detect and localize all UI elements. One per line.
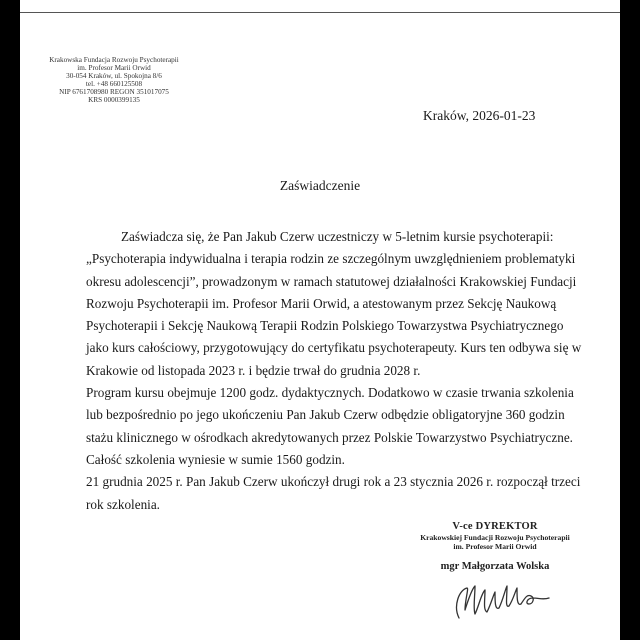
body-line: rok szkolenia.	[86, 496, 160, 512]
body-line: Krakowie od listopada 2023 r. i będzie trwał do grudnia 2028 r.	[86, 362, 421, 378]
stamp-line: tel. +48 660125508	[85, 80, 143, 89]
body-line: „Psychoterapia indywidualna i terapia rodzin ze szczególnym uwzględnieniem problematyki	[86, 251, 576, 267]
body-line: okresu adolescencji”, prowadzonym w ramach statutowej działalności Krakowskiej Fundacji	[86, 273, 577, 289]
body-line: 21 grudnia 2025 r. Pan Jakub Czerw ukończył drugi rok a 23 stycznia 2026 r. rozpoczął trzeci	[86, 474, 581, 490]
signatory-name: mgr Małgorzata Wolska	[440, 561, 550, 572]
body-line: lub bezpośrednio po jego ukończeniu Pan Jakub Czerw odbędzie obligatoryjne 360 godzin	[86, 407, 565, 423]
place-and-date: Kraków, 2026-01-23	[423, 108, 536, 123]
body-line: Rozwoju Psychoterapii im. Profesor Marii Orwid, a atestowanym przez Sekcję Naukową	[86, 295, 557, 311]
document-title: Zaświadczenie	[279, 178, 361, 193]
body-line: Całość szkolenia wyniesie w sumie 1560 godzin.	[86, 451, 345, 467]
handwritten-signature-icon	[445, 576, 575, 626]
organization-stamp	[30, 56, 198, 105]
body-line: Program kursu obejmuje 1200 godz. dydaktycznych. Dodatkowo w czasie trwania szkolenia	[86, 385, 574, 401]
body-line: stażu klinicznego w ośrodkach akredytowanych przez Polskie Towarzystwo Psychiatryczne.	[86, 429, 573, 445]
stamp-line: 30-054 Kraków, ul. Spokojna 8/6	[66, 72, 162, 81]
signatory-role: V-ce DYREKTOR	[452, 521, 538, 532]
signatory-org-line: Krakowskiej Fundacji Rozwoju Psychoterapii	[420, 533, 570, 542]
body-line: jako kurs całościowy, przygotowujący do certyfikatu psychoterapeuty. Kurs ten odbywa się w	[86, 340, 582, 356]
stamp-line: KRS 0000399135	[88, 96, 140, 105]
top-rule-line	[20, 12, 620, 13]
signatory-org-line: im. Profesor Marii Orwid	[453, 542, 537, 551]
body-line: Zaświadcza się, że Pan Jakub Czerw uczestniczy w 5-letnim kursie psychoterapii:	[121, 229, 554, 244]
stamp-line: Krakowska Fundacja Rozwoju Psychoterapii	[49, 56, 179, 64]
stamp-line: im. Profesor Marii Orwid	[77, 64, 151, 73]
signature-block	[404, 521, 586, 572]
document-page	[20, 0, 620, 640]
stamp-line: NIP 6761708980 REGON 351017075	[59, 88, 169, 97]
document-body	[86, 226, 606, 516]
body-line: Psychoterapii i Sekcję Naukową Terapii Rodzin Polskiego Towarzystwa Psychiatrycznego	[86, 318, 564, 334]
